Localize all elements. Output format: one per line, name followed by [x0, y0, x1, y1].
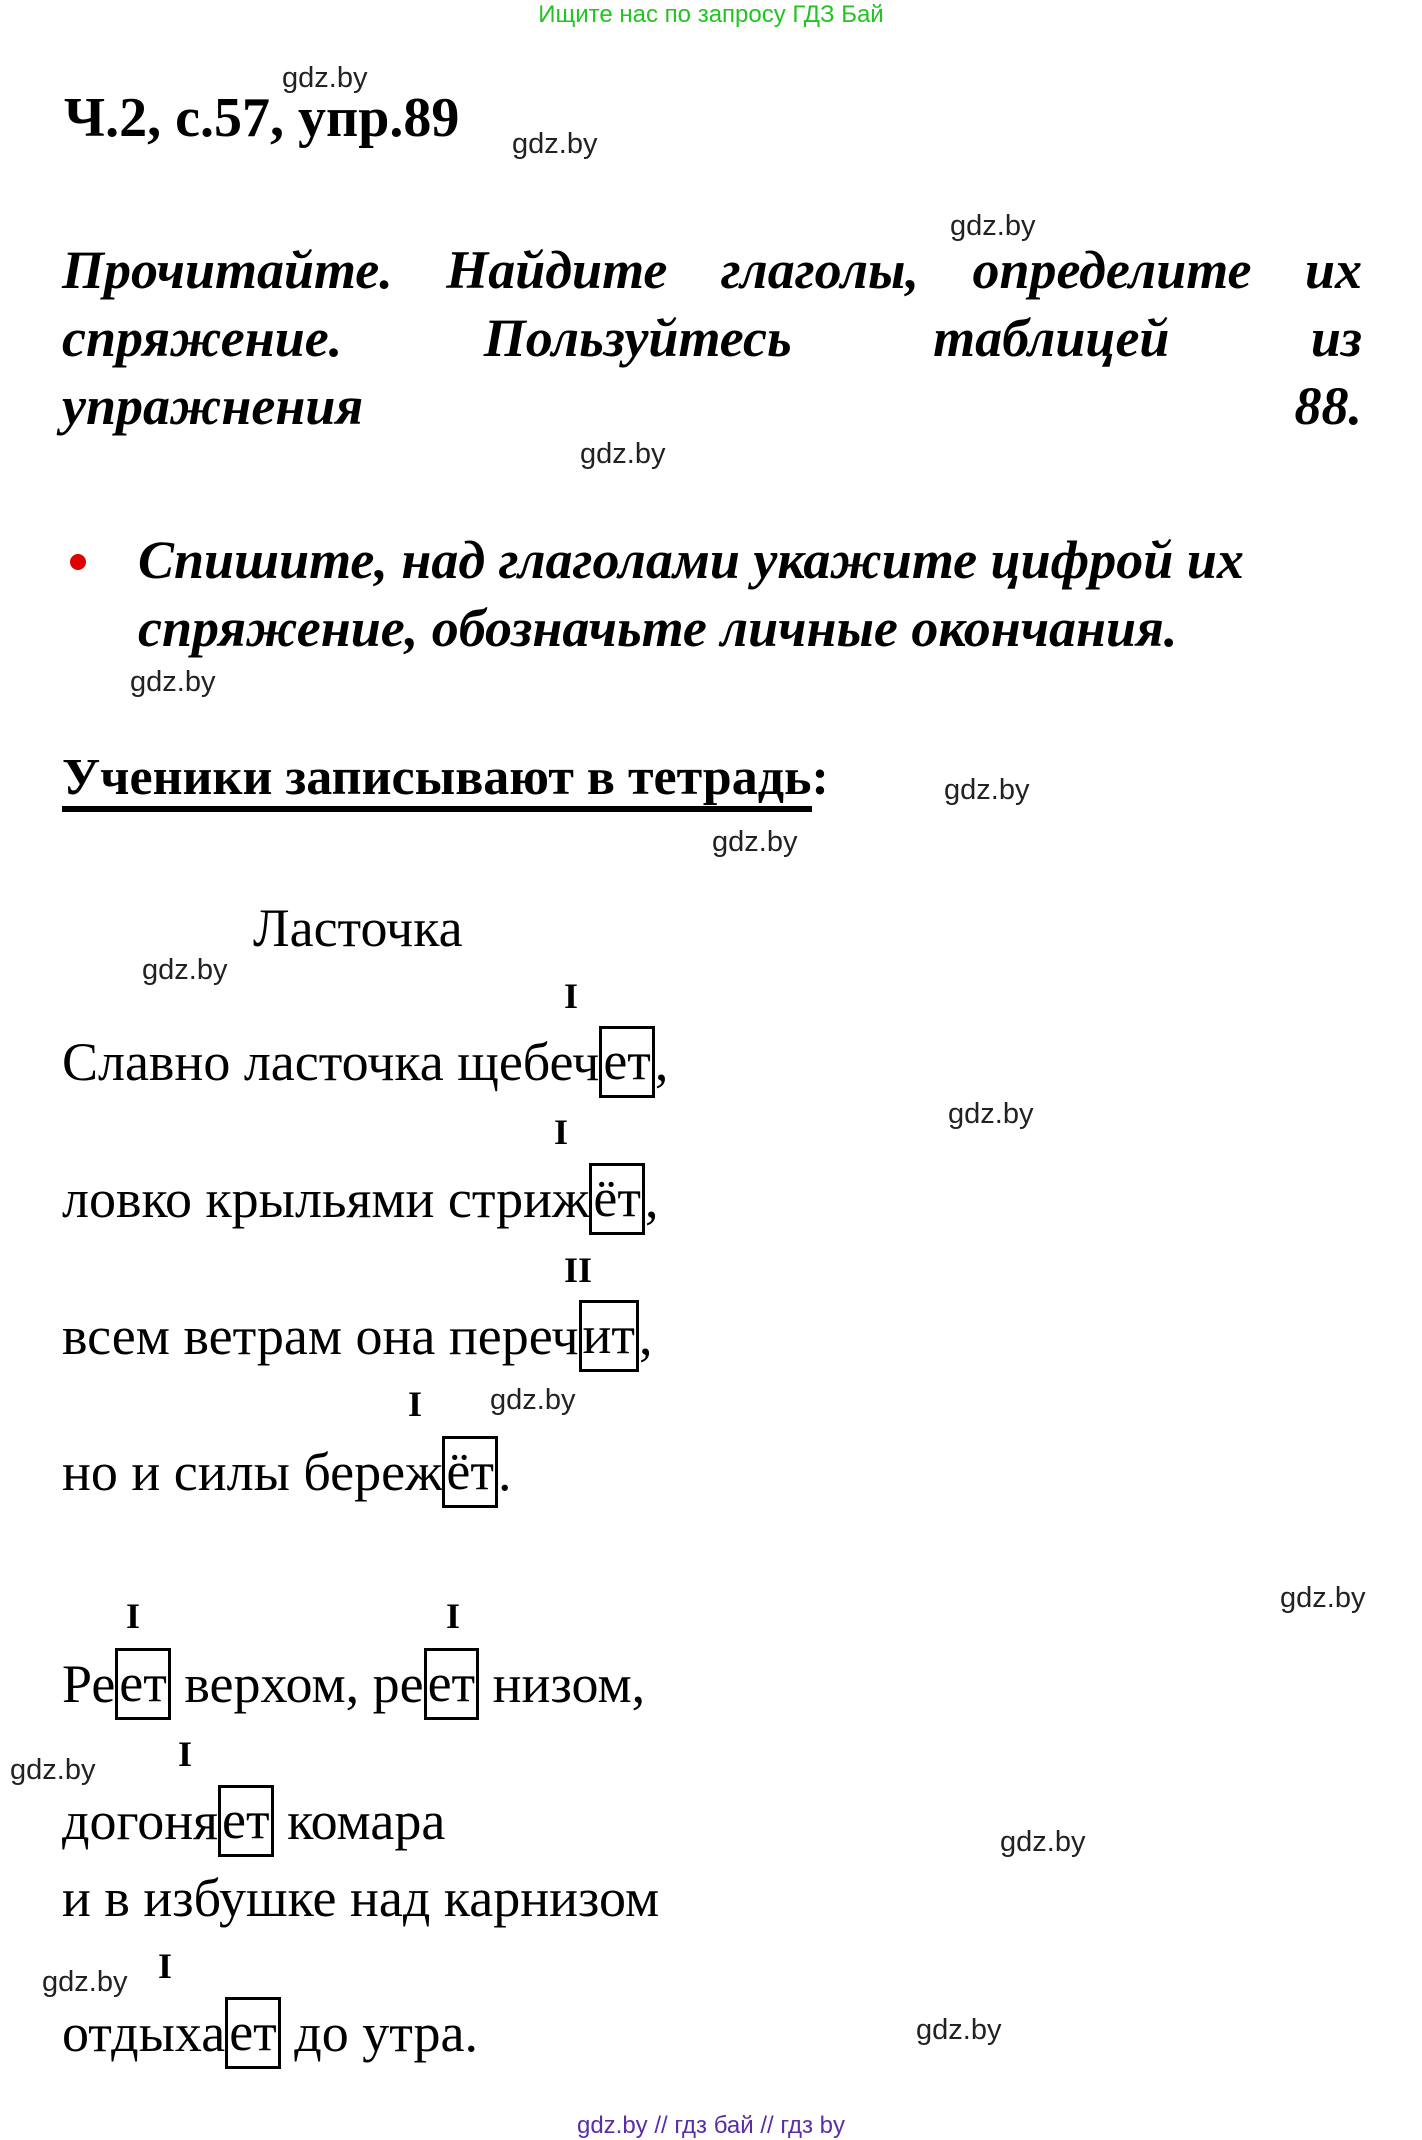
conjugation-mark: I [408, 1384, 423, 1424]
line-tail: . [497, 1442, 512, 1502]
watermark: gdz.by [282, 62, 368, 94]
watermark: gdz.by [490, 1384, 576, 1416]
poem-line [62, 2001, 478, 2069]
word-stem: но и силы береж [62, 1442, 443, 1502]
watermark: gdz.by [42, 1966, 128, 1998]
page-title: Ч.2, с.57, упр.89 [64, 87, 460, 149]
line-tail: низом, [479, 1654, 646, 1714]
poem-line [62, 1304, 653, 1372]
section-heading [62, 746, 829, 810]
word-stem: отдыха [62, 2003, 226, 2063]
instruction-line-3: упражнения 88. [62, 376, 1362, 436]
watermark: gdz.by [950, 210, 1036, 242]
word-stem: догоня [62, 1791, 219, 1851]
ending-box: ет [115, 1648, 171, 1720]
ending-box: ет [424, 1648, 480, 1720]
ending-box: ёт [442, 1436, 498, 1508]
watermark: gdz.by [580, 438, 666, 470]
watermark: gdz.by [944, 774, 1030, 806]
line-tail: , [639, 1306, 653, 1366]
conjugation-mark: I [126, 1596, 141, 1636]
section-heading-text: Ученики записывают в тетрадь [62, 749, 812, 812]
conjugation-mark: I [564, 976, 579, 1016]
poem-line [62, 1652, 645, 1720]
top-banner[interactable]: Ищите нас по запросу ГДЗ Бай [538, 1, 884, 28]
watermark: gdz.by [916, 2014, 1002, 2046]
ending-box: ит [579, 1300, 640, 1372]
task-line-2: спряжение, обозначьте личные окончания. [138, 598, 1178, 658]
word-stem: верхом, ре [170, 1654, 424, 1714]
poem-line [62, 1789, 445, 1857]
poem-line: и в избушке над карнизом [62, 1868, 660, 1928]
section-heading-colon: : [811, 749, 829, 806]
conjugation-mark: I [554, 1112, 569, 1152]
line-tail: , [644, 1169, 659, 1229]
ending-box: ет [225, 1997, 281, 2069]
footer-links[interactable]: gdz.by // гдз бай // гдз by [576, 2112, 846, 2139]
poem-line [62, 1030, 668, 1098]
watermark: gdz.by [10, 1754, 96, 1786]
instruction-line-2: спряжение. Пользуйтесь таблицей из [62, 308, 1362, 368]
watermark: gdz.by [1280, 1582, 1366, 1614]
poem-title: Ласточка [253, 898, 463, 958]
conjugation-mark: I [446, 1596, 461, 1636]
bullet-icon [70, 554, 86, 570]
conjugation-mark: I [158, 1946, 173, 1986]
poem-line [62, 1440, 511, 1508]
line-tail: комара [273, 1791, 446, 1851]
ending-box: ет [599, 1026, 655, 1098]
conjugation-mark: II [564, 1250, 593, 1290]
ending-box: ёт [589, 1163, 645, 1235]
task-line-1: Спишите, над глаголами укажите цифрой их [138, 530, 1244, 590]
word-stem: Ре [62, 1654, 116, 1714]
conjugation-mark: I [178, 1734, 193, 1774]
watermark: gdz.by [512, 128, 598, 160]
watermark: gdz.by [142, 954, 228, 986]
word-stem: всем ветрам она переч [62, 1306, 579, 1366]
watermark: gdz.by [1000, 1826, 1086, 1858]
line-tail: до утра. [280, 2003, 478, 2063]
word-stem: ловко крыльями стриж [62, 1169, 590, 1229]
word-stem: Славно ласточка щебеч [62, 1032, 600, 1092]
watermark: gdz.by [712, 826, 798, 858]
instruction-line-1: Прочитайте. Найдите глаголы, определите их [62, 240, 1362, 300]
watermark: gdz.by [130, 666, 216, 698]
poem-line [62, 1167, 658, 1235]
ending-box: ет [218, 1785, 274, 1857]
line-tail: , [654, 1032, 669, 1092]
watermark: gdz.by [948, 1098, 1034, 1130]
